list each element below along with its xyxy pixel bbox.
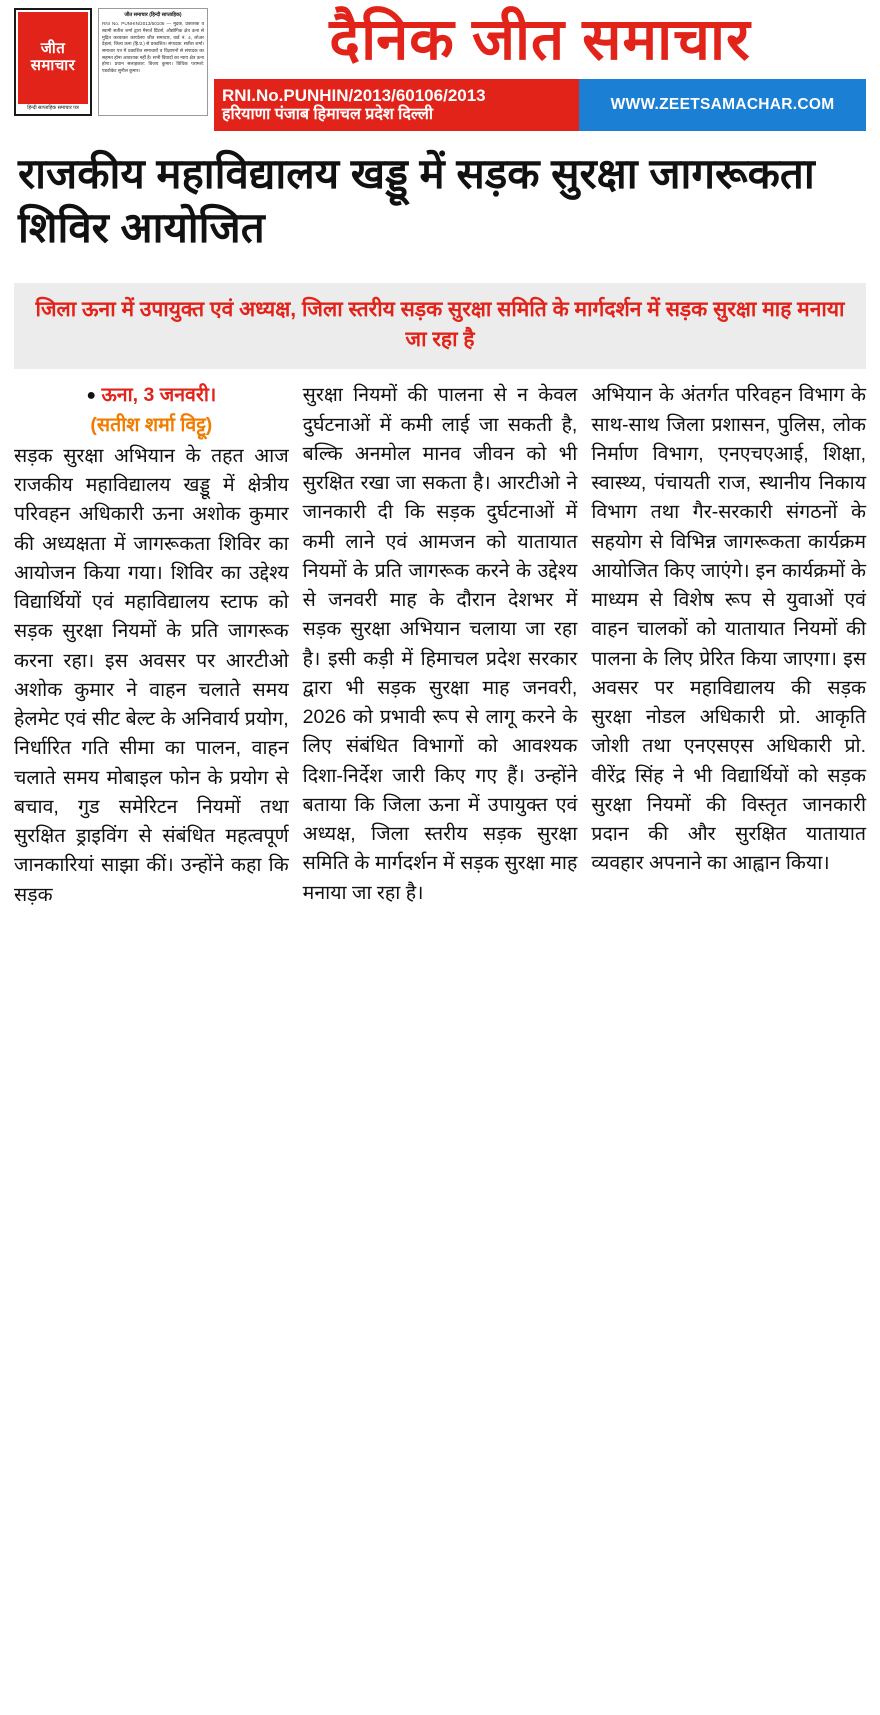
dateline-block — [14, 381, 289, 440]
logo-line-2: समाचार — [30, 56, 76, 74]
dateline-text: ऊना, 3 जनवरी। — [101, 384, 217, 407]
byline: (सतीश शर्मा विट्टू) — [90, 413, 213, 436]
logo-mark — [18, 12, 88, 104]
article-column-1 — [14, 381, 289, 910]
masthead — [14, 8, 866, 131]
article-headline: राजकीय महाविद्यालय खड्डू में सड़क सुरक्षा जागरूकता शिविर आयोजित — [18, 149, 815, 251]
edition-regions: हरियाणा पंजाब हिमाचल प्रदेश दिल्ली — [222, 106, 434, 124]
article-column-3 — [591, 381, 866, 910]
logo-caption: हिन्दी साप्ताहिक समाचार पत्र — [27, 104, 79, 111]
dateline — [86, 384, 216, 406]
column-3-text: अभियान के अंतर्गत परिवहन विभाग के साथ-साथ जिला प्रशासन, पुलिस, लोक निर्माण विभाग, एनएचएआई, शिक्षा, स्वास्थ्य, पंचायती राज, स्थानीय निकाय विभाग तथा गैर-सरकारी संगठनों के सहयोग से विभिन्न जागरूकता कार्यक्रम आयोजित किए जाएंगे। इन कार्यक्रमों के माध्यम से विशेष रूप से युवाओं एवं वाहन चालकों को यातायात नियमों की पालना के लिए प्रेरित किया जाएगा। इस अवसर पर महाविद्यालय की सड़क सुरक्षा नोडल अधिकारी प्रो. आकृति जोशी तथा एनएसएस अधिकारी प्रो. वीरेंद्र सिंह ने भी विद्यार्थियों को सड़क सुरक्षा नियमों की विस्तृत जानकारी प्रदान की और सुरक्षित यातायात व्यवहार अपनाने का आह्वान किया। — [591, 384, 867, 875]
imprint-body: RNI No. PUNHIN/2013/50106 — मुद्रक, प्रकाशक व स्वामी सतीश शर्मा द्वारा मैसर्ज प्रिंटर्स, औद्योगिक क्षेत्र ऊना से मुद्रित करवाकर कार्यालय जीत समाचार, वार्ड नं. 4, लोअर देहलां, जिला ऊना (हि.प्र.) से प्रकाशित। संपादक: सतीश शर्मा। समाचार पत्र में प्रकाशित समाचारों व विज्ञापनों से संपादक का सहमत होना आवश्यक नहीं है। सभी विवादों का न्याय क्षेत्र ऊना होगा। प्रधान सलाहकार: विजय कुमार। विधिक परामर्श: एडवोकेट सुनील कुमार। — [102, 21, 204, 73]
masthead-title-column — [214, 8, 866, 131]
masthead-info-row — [214, 79, 866, 131]
bullet-icon: ● — [86, 387, 97, 405]
logo-line-1: जीत — [40, 40, 66, 58]
imprint-block — [98, 8, 208, 116]
page-title: दैनिक जीत समाचार — [329, 7, 751, 72]
column-2-text: सुरक्षा नियमों की पालना से न केवल दुर्घटनाओं में कमी लाई जा सकती है, बल्कि अनमोल मानव जीवन को भी सुरक्षित रखा जा सकता है। आरटीओ ने जानकारी दी कि सड़क दुर्घटनाओं में कमी लाने एवं आमजन को यातायात नियमों के प्रति जागरूक करने के उद्देश्य से जनवरी माह के दौरान देशभर में सड़क सुरक्षा अभियान चलाया जा रहा है। इसी कड़ी में हिमाचल प्रदेश सरकार द्वारा भी सड़क सुरक्षा माह जनवरी, 2026 को प्रभावी रूप से लागू करने के लिए संबंधित विभागों को आवश्यक दिशा-निर्देश जारी किए गए हैं। उन्होंने बताया कि जिला ऊना में उपायुक्त एवं अध्यक्ष, जिला स्तरीय सड़क सुरक्षा समिति के मार्गदर्शन में सड़क सुरक्षा माह मनाया जा रहा है। — [302, 384, 578, 904]
newspaper-logo — [14, 8, 92, 116]
rni-number: RNI.No.PUNHIN/2013/60106/2013 — [222, 85, 486, 105]
article-body — [14, 381, 866, 910]
article-column-2 — [303, 381, 578, 910]
column-1-text: सड़क सुरक्षा अभियान के तहत आज राजकीय महाविद्यालय खड्डू में क्षेत्रीय परिवहन अधिकारी ऊना अशोक कुमार की अध्यक्षता में जागरूकता शिविर का आयोजन किया गया। शिविर का उद्देश्य विद्यार्थियों एवं महाविद्यालय स्टाफ को सड़क सुरक्षा नियमों के प्रति जागरूक करना रहा। इस अवसर पर आरटीओ अशोक कुमार ने वाहन चलाते समय हेलमेट एवं सीट बेल्ट के अनिवार्य प्रयोग, निर्धारित गति सीमा का पालन, वाहन चलाते समय मोबाइल फोन के प्रयोग से बचाव, गुड समेरिटन नियमों तथा सुरक्षित ड्राइविंग से संबंधित महत्वपूर्ण जानकारियां साझा कीं। उन्होंने कहा कि सड़क — [14, 444, 289, 906]
article-subhead: जिला ऊना में उपायुक्त एवं अध्यक्ष, जिला स्तरीय सड़क सुरक्षा समिति के मार्गदर्शन में सड़क सुरक्षा माह मनाया जा रहा है — [14, 283, 866, 370]
website-link[interactable]: WWW.ZEETSAMACHAR.COM — [579, 79, 866, 131]
imprint-heading: जीत समाचार (हिन्दी साप्ताहिक) — [124, 12, 182, 18]
rni-box — [214, 79, 579, 131]
